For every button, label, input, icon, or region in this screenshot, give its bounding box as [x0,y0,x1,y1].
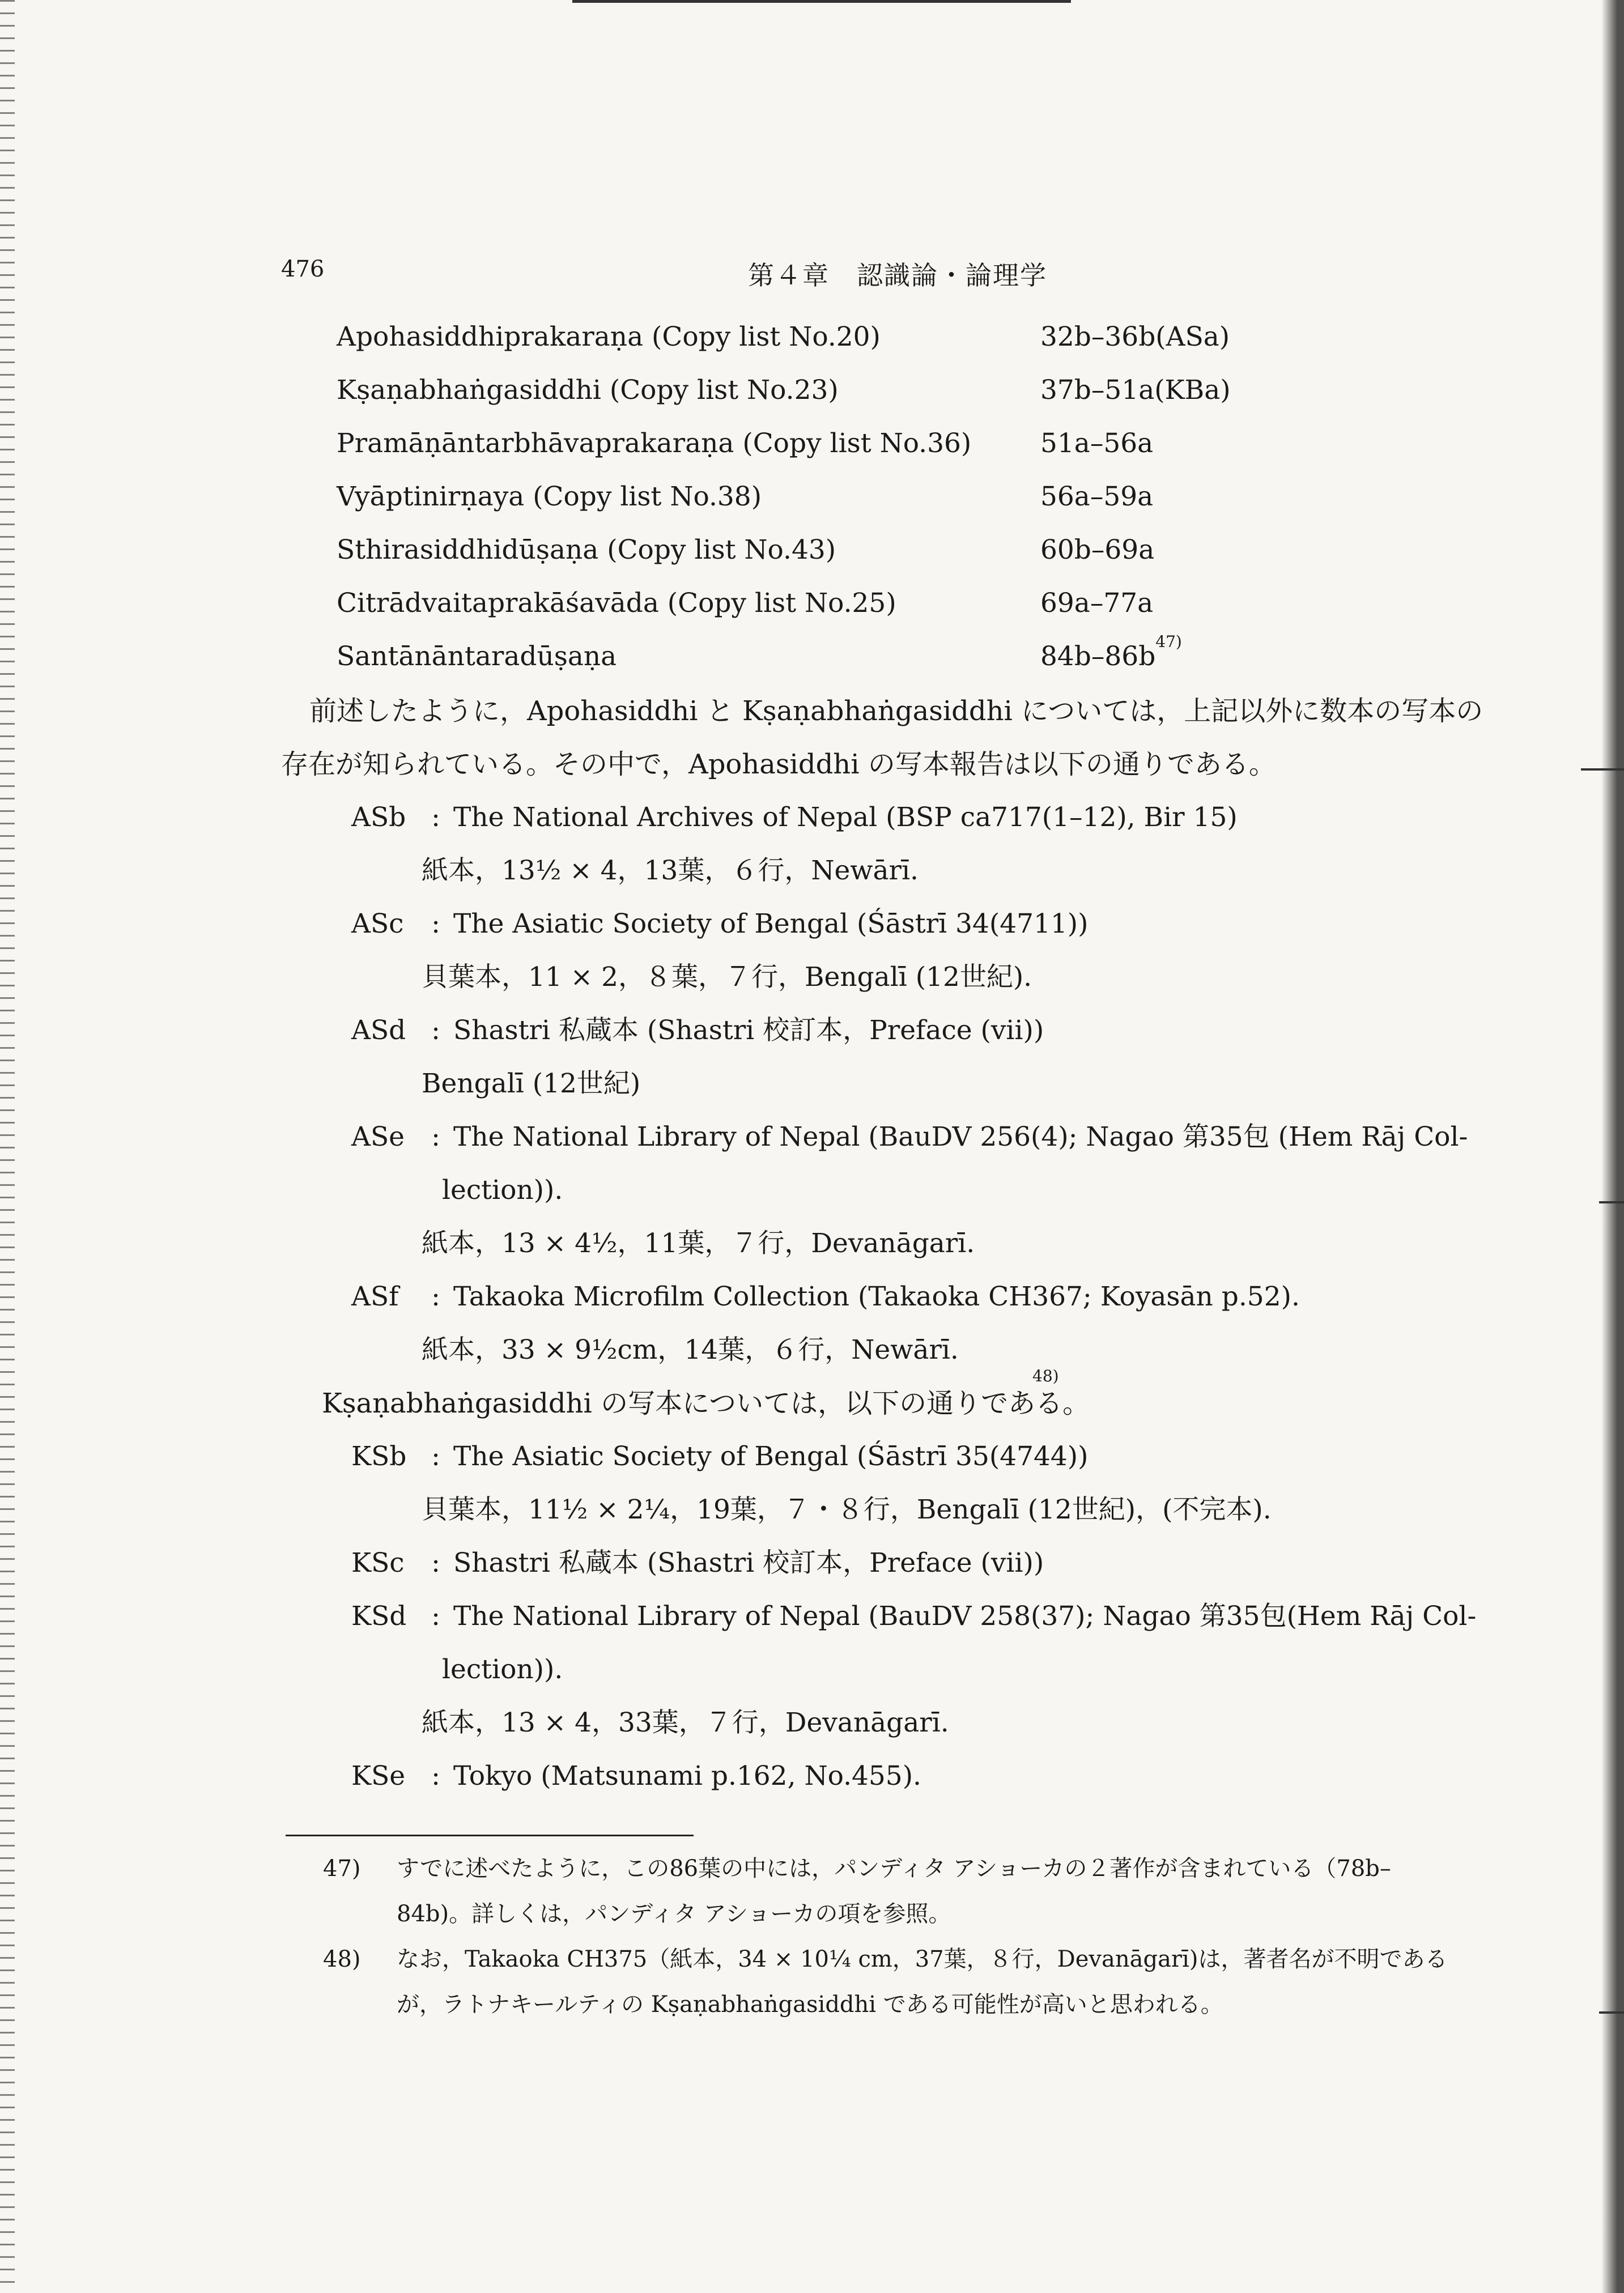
work-row [337,524,1300,577]
ms-id: ASb [351,802,406,833]
ms-holding: The National Library of Nepal (BauDV 256(4); Nagao 第35包 (Hem Rāj Col- [453,1121,1468,1152]
work-title: Apohasiddhiprakaraṇa (Copy list No.20) [337,321,881,352]
footnote-text-cont: が，ラトナキールティの Kṣaṇabhaṅgasiddhi である可能性が高いと思われる。 [397,1992,1223,2018]
work-title: Sthirasiddhidūṣaṇa (Copy list No.43) [337,534,836,565]
work-row [337,577,1300,630]
work-folios [1040,630,1182,687]
ms-details: 貝葉本，11 × 2，８葉，７行，Bengalī (12世紀). [422,962,1032,993]
work-folios: 51a–56a [1040,428,1154,459]
work-row [337,364,1300,417]
ms-details: 紙本，13½ × 4，13葉，６行，Newārī. [422,855,919,886]
ms-holding: The Asiatic Society of Bengal (Śāstrī 34(4711)) [453,908,1089,939]
work-folios-text: 84b–86b [1040,641,1156,672]
work-title: Pramāṇāntarbhāvaprakaraṇa (Copy list No.36) [337,428,972,459]
ms-id: KSd [351,1601,407,1632]
footnote-text: すでに述べたように，この86葉の中には，パンディタ アショーカの２著作が含まれている（78b– [397,1856,1391,1882]
work-title: Vyāptinirṇaya (Copy list No.38) [337,481,762,512]
ms-sep: : [431,1281,440,1312]
ms-holding: Takaoka Microfilm Collection (Takaoka CH367; Koyasān p.52). [453,1281,1300,1312]
work-row [337,630,1300,683]
work-title: Santānāntaradūṣaṇa [337,641,617,672]
ms-details: 紙本，13 × 4，33葉，７行，Devanāgarī. [422,1707,949,1738]
work-folios: 56a–59a [1040,481,1154,512]
work-folios: 60b–69a [1040,534,1155,565]
ms-sep: : [431,802,440,833]
ms-details: Bengalī (12世紀) [422,1068,641,1099]
ms-id: ASf [351,1281,399,1312]
ms-entry-kse [351,1750,921,1803]
ms-details: 紙本，33 × 9½cm，14葉，６行，Newārī. [422,1334,959,1365]
ms-holding: The National Archives of Nepal (BSP ca717(1–12), Bir 15) [453,802,1238,833]
work-title: Kṣaṇabhaṅgasiddhi (Copy list No.23) [337,375,839,406]
scan-top-rule [572,0,1071,3]
footnote-number: 47) [323,1856,361,1882]
ms-entry-ksd [351,1590,1476,1643]
ms-holding: Tokyo (Matsunami p.162, No.455). [453,1760,921,1792]
ms-entry-ase [351,1111,1468,1164]
ms-sep: : [431,908,440,939]
work-folios: 37b–51a(KBa) [1040,375,1231,406]
work-row [337,417,1300,470]
footnote-text: なお，Takaoka CH375（紙本，34 × 10¼ cm，37葉，８行，Devanāgarī)は，著者名が不明である [397,1946,1448,1972]
ms-sep: : [431,1441,440,1472]
page-number: 476 [281,256,325,282]
footnote-rule [286,1835,694,1836]
ksana-intro [322,1377,1540,1430]
ms-entry-asb [351,791,1238,844]
ms-holding: The Asiatic Society of Bengal (Śāstrī 35(4744)) [453,1441,1089,1472]
ksana-intro-text: Kṣaṇabhaṅgasiddhi の写本については，以下の通りである。 [322,1388,1090,1419]
ms-sep: : [431,1760,440,1792]
ms-id: KSb [351,1441,407,1472]
scan-edge-left [0,0,15,2293]
work-row [337,470,1300,524]
ms-sep: : [431,1547,440,1579]
intro-line-1: 前述したように，Apohasiddhi と Kṣaṇabhaṅgasiddhi については，上記以外に数本の写本の [309,695,1483,727]
scan-margin-mark [1599,1201,1624,1203]
chapter-title: 第４章 認識論・論理学 [748,260,1047,291]
ms-id: ASd [351,1015,406,1046]
scan-edge-right [1601,0,1624,2293]
ms-details: 貝葉本，11½ × 2¼，19葉，７・８行，Bengalī (12世紀)，(不完本). [422,1494,1272,1525]
work-folios: 69a–77a [1040,588,1154,619]
ms-id: ASc [351,908,404,939]
ms-entry-asf [351,1270,1300,1324]
works-list [337,310,1300,683]
ms-sep: : [431,1601,440,1632]
ms-entry-asd [351,1004,1044,1057]
scan-margin-mark [1599,2011,1624,2014]
ms-entry-ksb [351,1430,1088,1483]
work-row [337,310,1300,364]
footnote-48 [323,1937,1447,1982]
work-title: Citrādvaitaprakāśavāda (Copy list No.25) [337,588,896,619]
ms-details: 紙本，13 × 4½，11葉，７行，Devanāgarī. [422,1228,975,1259]
ms-holding: Shastri 私蔵本 (Shastri 校訂本，Preface (vii)) [453,1547,1044,1579]
ms-entry-asc [351,897,1088,951]
ms-sep: : [431,1121,440,1152]
ms-sep: : [431,1015,440,1046]
ms-holding-cont: lection)). [442,1654,563,1685]
work-folios: 32b–36b(ASa) [1040,321,1230,352]
footnote-number: 48) [323,1946,361,1972]
ms-id: KSe [351,1760,406,1792]
ms-id: ASe [351,1121,405,1152]
intro-line-2: 存在が知られている。その中で，Apohasiddhi の写本報告は以下の通りである。 [281,748,1276,780]
footnote-ref-48: 48) [1032,1367,1059,1385]
ms-holding-cont: lection)). [442,1175,563,1206]
ms-holding: Shastri 私蔵本 (Shastri 校訂本，Preface (vii)) [453,1015,1044,1046]
footnote-ref-47: 47) [1155,632,1182,651]
footnote-text-cont: 84b)。詳しくは，パンディタ アショーカの項を参照。 [397,1901,951,1927]
footnote-47 [323,1846,1391,1891]
ms-entry-ksc [351,1537,1044,1590]
ms-holding: The National Library of Nepal (BauDV 258(37); Nagao 第35包(Hem Rāj Col- [453,1601,1477,1632]
scan-margin-mark [1581,768,1624,771]
ms-id: KSc [351,1547,405,1579]
